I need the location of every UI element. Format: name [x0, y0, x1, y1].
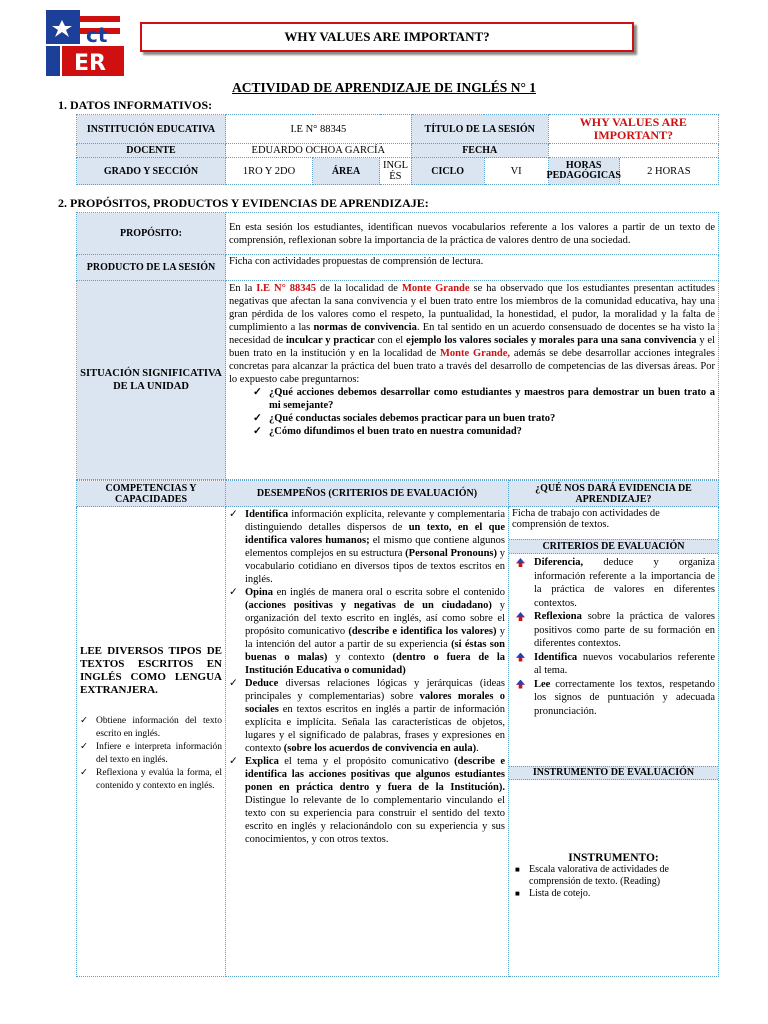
desempenos-list [229, 508, 505, 846]
desempenos-cell [226, 507, 509, 977]
ciclo-label: CICLO [411, 158, 484, 185]
comp-header: COMPETENCIAS Y CAPACIDADES [77, 481, 226, 507]
capacidad-2: ✓ Infiere e interpreta información del texto en inglés. [80, 741, 222, 767]
desemp-header: DESEMPEÑOS (CRITERIOS DE EVALUACIÓN) [226, 481, 509, 507]
docente-label: DOCENTE [77, 144, 226, 158]
grado-label: GRADO Y SECCIÓN [77, 158, 226, 185]
proposito-label: PROPÓSITO: [77, 213, 226, 255]
capacidades-list [80, 715, 222, 793]
competencia-cell [77, 507, 226, 977]
competencia-text: LEE DIVERSOS TIPOS DE TEXTOS ESCRITOS EN INGLÉS COMO LENGUA EXTRANJERA. [80, 645, 222, 696]
inst-label: INSTITUCIÓN EDUCATIVA [77, 115, 226, 144]
producto-label: PRODUCTO DE LA SESIÓN [77, 255, 226, 281]
capacidad-3: ✓ Reflexiona y evalúa la forma, el contenido y contexto en inglés. [80, 767, 222, 793]
capacidad-1: ✓ Obtiene información del texto escrito en inglés. [80, 715, 222, 741]
instrumentos-list [513, 864, 714, 900]
criterio-2: Reflexiona sobre la práctica de valores positivos como parte de su formación en diferentes contextos. [512, 610, 715, 651]
instrumento-2: ■ Lista de cotejo. [513, 888, 714, 900]
area-value: INGL ÉS [380, 158, 412, 185]
situacion-text: En la I.E N° 88345 de la localidad de Monte Grande se ha observado que los estudiantes presentan actitudes negativas que afectan la sana convivencia y el buen trato entre los miembros de la comunidad educativa, hay una gran pérdida de los valores como el respeto, la puntualidad, la honestidad, el pudor, la moralidad y la falta de cumplimiento a las normas de convivencia. En tal sentido en un acuerdo consensuado de docentes se ha visto la necesidad de inculcar y practicar con el ejemplo los valores sociales y morales para una sana convivencia y el buen trato en la institución y en la localidad de Monte Grande, además se debe desarrollar acciones integrales concretas para alcanzar la práctica del buen trato a través del desarrollo de competencias de las diversas áreas. Por lo expuesto cabe preguntarnos: ✓ ¿Qué acciones debemos desarrollar como estudiantes y maestros para demostrar un buen trato a mi semejante? ✓ ¿Qué conductas sociales debemos practicar para un buen trato? ✓ ¿Cómo difundimos el buen trato en nuestra comunidad? [226, 281, 719, 480]
docente-value: EDUARDO OCHOA GARCÍA [226, 144, 412, 158]
question-1: ✓ ¿Qué acciones debemos desarrollar como estudiantes y maestros para demostrar un buen trato a mi semejante? [253, 386, 715, 412]
evid-header: ¿QUÉ NOS DARÁ EVIDENCIA DE APRENDIZAJE? [509, 481, 719, 507]
horas-value: 2 HORAS [647, 165, 691, 177]
desempeno-1: ✓ Identifica información explícita, relevante y complementaria distinguiendo detalles dispersos de un texto, en el que identifica valores humanos; el mismo que contiene algunos elementos complejos en su estructura (Personal Pronouns) y vocabulario cotidiano en diversos tipos de textos escritos en inglés. [229, 508, 505, 586]
desempeno-3: ✓ Deduce diversas relaciones lógicas y jerárquicas (ideas principales y complementarias) sobre valores morales o sociales en textos escritos en inglés a partir de información explícita e implícita. Señala las características de objetos, lugares y el significado de palabras, frases y expresiones en contexto (sobre los acuerdos de convivencia en aula). [229, 677, 505, 755]
competencias-table [76, 480, 719, 977]
fecha-label: FECHA [411, 144, 548, 158]
instrumento-block [509, 780, 718, 900]
propositos-table [76, 212, 719, 480]
fecha-value [548, 144, 718, 158]
question-2: ✓ ¿Qué conductas sociales debemos practicar para un buen trato? [253, 412, 715, 425]
titulo-value: WHY VALUES ARE IMPORTANT? [548, 115, 718, 144]
datos-table [76, 114, 719, 185]
horas-cell [548, 158, 718, 185]
school-logo [44, 8, 134, 78]
evidencia-text: Ficha de trabajo con actividades de comprensión de textos. [512, 508, 660, 530]
ciclo-value: VI [484, 158, 548, 185]
area-label: ÁREA [313, 158, 380, 185]
criterios-list [509, 554, 718, 766]
instrumento-label: INSTRUMENTO: [568, 852, 659, 864]
svg-text:ct: ct [86, 23, 108, 47]
proposito-text: En esta sesión los estudiantes, identifican nuevos vocabularios referente a los valores a partir de un texto de comprensión, reflexionan sobre la importancia de la práctica de valores dentro de una sociedad. [226, 213, 719, 255]
evidencia-cell [509, 507, 719, 977]
questions-list [253, 386, 715, 438]
section-propositos-title: 2. PROPÓSITOS, PRODUCTOS Y EVIDENCIAS DE APRENDIZAJE: [58, 196, 429, 210]
section-datos-title: 1. DATOS INFORMATIVOS: [58, 98, 213, 112]
criterio-1: Diferencia, deduce y organiza información referente a la importancia de la práctica de valores en diferentes contextos. [512, 556, 715, 610]
inst-value: I.E N° 88345 [226, 115, 412, 144]
situacion-label: SITUACIÓN SIGNIFICATIVA DE LA UNIDAD [77, 281, 226, 480]
activity-title: ACTIVIDAD DE APRENDIZAJE DE INGLÉS N° 1 [232, 80, 536, 95]
instrumento-1: ■ Escala valorativa de actividades de comprensión de texto. (Reading) [513, 864, 714, 888]
criterios-header: CRITERIOS DE EVALUACIÓN [509, 539, 718, 554]
producto-text: Ficha con actividades propuestas de comprensión de lectura. [226, 255, 719, 281]
desempeno-4: ✓ Explica el tema y el propósito comunicativo (describe e identifica las acciones positivas que algunos estudiantes ponen en práctica dentro y fuera de la Institución). Distingue lo relevante de lo complementario vinculando el texto con su experiencia para construir el sentido del texto escrito en inglés y relacionándolo con su experiencia y sus conocimientos, y con otros textos. [229, 755, 505, 846]
instrumento-header: INSTRUMENTO DE EVALUACIÓN [509, 766, 718, 780]
titulo-label: TÍTULO DE LA SESIÓN [411, 115, 548, 144]
question-3: ✓ ¿Cómo difundimos el buen trato en nuestra comunidad? [253, 425, 715, 438]
horas-label: HORAS PEDAGÓGICAS [549, 158, 620, 184]
desempeno-2: ✓ Opina en inglés de manera oral o escrita sobre el contenido (acciones positivas y negativas de un ciudadano) y organización del texto escrito en inglés, así como sobre el propósito comunicativo (describe e identifica los valores) y la intención del autor a partir de su experiencia (si éstas son buenas o malas) y contexto (dentro o fuera de la Institución Educativa o comunidad) [229, 586, 505, 677]
svg-text:ER: ER [74, 51, 106, 76]
grado-value: 1RO Y 2DO [226, 158, 313, 185]
criterio-3: Identifica nuevos vocabularios referente al tema. [512, 651, 715, 678]
criterio-4: Lee correctamente los textos, respetando los signos de puntuación y adecuada pronunciación. [512, 678, 715, 719]
header-title: WHY VALUES ARE IMPORTANT? [140, 22, 634, 52]
